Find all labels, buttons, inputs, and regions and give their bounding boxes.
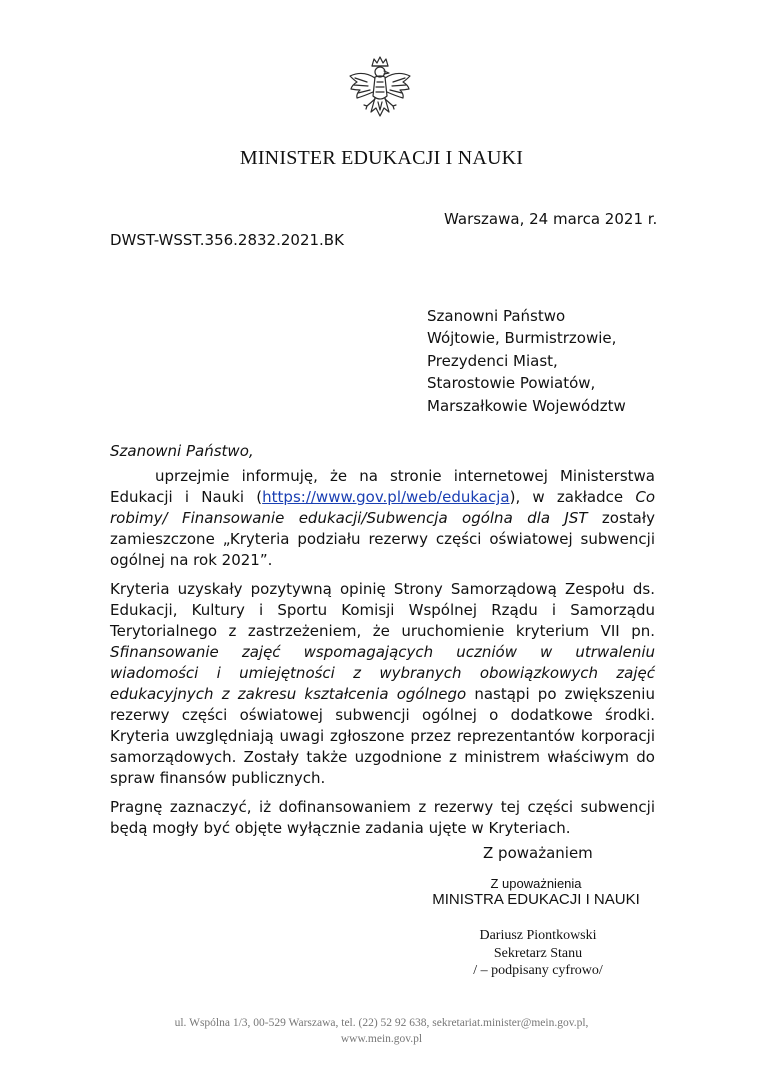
paragraph-1-text: zostały zamieszczone „Kryteria podziału rezerwy części oświatowej subwencji ogólnej na rok 2021”. — [110, 509, 655, 569]
website-section-path: Co robimy/ Finansowanie edukacji/Subwencja ogólna dla JST — [110, 488, 655, 527]
signer-position: Sekretarz Stanu — [493, 945, 583, 961]
paragraph-3: Pragnę zaznaczyć, iż dofinansowaniem z rezerwy tej części subwencji będą mogły być objęte wyłącznie zadania ujęte w Kryteriach. — [110, 798, 655, 837]
paragraph-2 — [110, 579, 655, 789]
paragraph-1 — [110, 466, 655, 571]
paragraph-1-text: ), w zakładce — [509, 488, 636, 506]
authorization-line: Z upoważnienia — [490, 876, 582, 891]
ministry-website-link[interactable]: https://www.gov.pl/web/edukacja — [262, 488, 510, 506]
recipient-line: Starostowie Powiatów, — [427, 374, 596, 393]
ministry-title: MINISTER EDUKACJI I NAUKI — [239, 147, 524, 169]
digital-signature-note: / – podpisany cyfrowo/ — [473, 963, 603, 978]
recipient-line: Szanowni Państwo — [427, 307, 566, 325]
paragraph-2-text: nastąpi po zwiększeniu rezerwy części oświatowej subwencji ogólnej o dodatkowe środki. Kryteria uwzględniają uwagi zgłoszone przez reprezentantów korporacji samorządowych. Zostały także uzgodnione z ministrem właściwym do spraw finansów publicznych. — [110, 685, 655, 787]
closing-phrase: Z poważaniem — [483, 844, 593, 862]
recipients-block — [427, 305, 626, 417]
reference-number: DWST-WSST.356.2832.2021.BK — [110, 231, 344, 249]
recipient-line: Prezydenci Miast, — [427, 351, 558, 370]
authorizing-minister: MINISTRA EDUKACJI I NAUKI — [432, 891, 640, 908]
recipient-line: Marszałkowie Województw — [427, 396, 626, 415]
signature-block — [0, 927, 763, 980]
salutation: Szanowni Państwo, — [110, 442, 254, 460]
letter-body — [110, 466, 655, 839]
footer-contact-line: ul. Wspólna 1/3, 00-529 Warszawa, tel. (22) 52 92 638, sekretariat.minister@mein.gov.pl, — [174, 1017, 589, 1029]
recipient-line: Wójtowie, Burmistrzowie, — [427, 329, 617, 348]
paragraph-1-text: uprzejmie informuję, że na stronie internetowej Ministerstwa Edukacji i Nauki ( — [110, 467, 655, 506]
paragraph-2-text: Kryteria uzyskały pozytywną opinię Strony Samorządową Zespołu ds. Edukacji, Kultury i Sportu Komisji Wspólnej Rządu i Samorządu Terytorialnego z zastrzeżeniem, że uruchomienie kryterium VII pn. — [110, 580, 655, 640]
criterion-vii-name: Sfinansowanie zajęć wspomagających uczniów w utrwaleniu wiadomości i umiejętności z wybranych obowiązkowych zajęć edukacyjnych z zakresu kształcenia ogólnego — [110, 643, 655, 703]
letter-date: Warszawa, 24 marca 2021 r. — [444, 210, 658, 228]
footer-address — [0, 1015, 763, 1047]
footer-website: www.mein.gov.pl — [340, 1033, 423, 1045]
signer-name: Dariusz Piontkowski — [479, 928, 597, 943]
polish-eagle-emblem-icon — [345, 52, 415, 128]
